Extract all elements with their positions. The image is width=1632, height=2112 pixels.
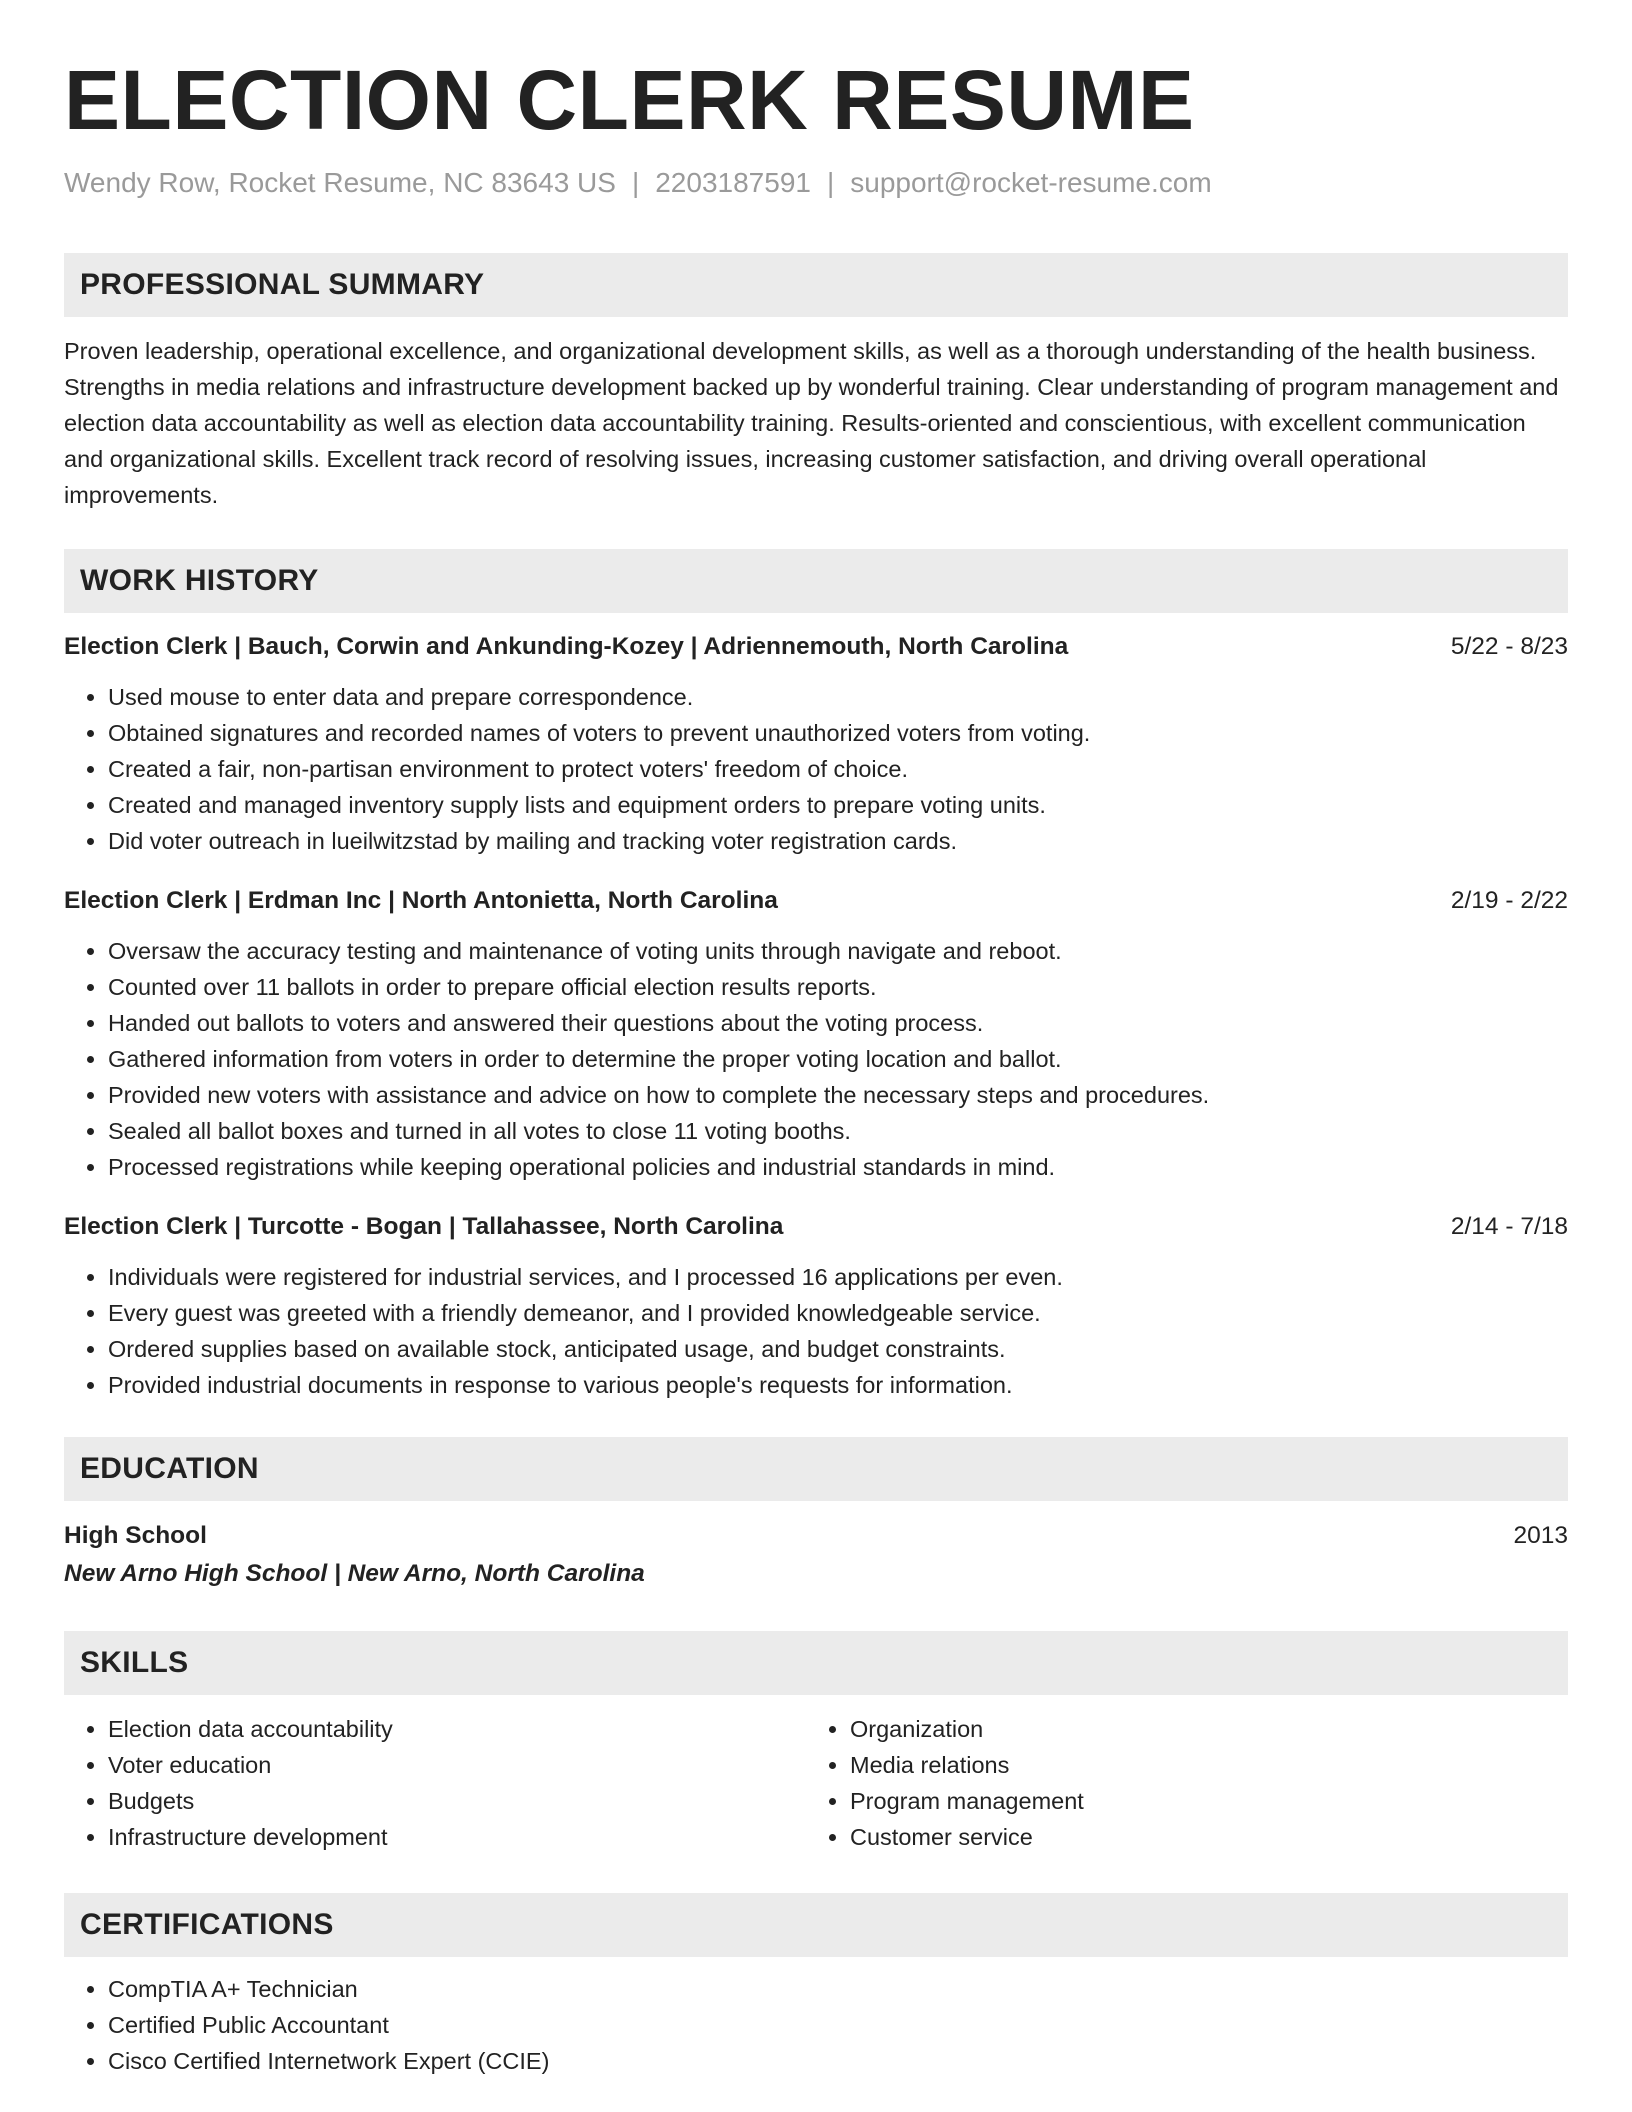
skills-column-left: [64, 1711, 806, 1855]
education-header: [64, 1517, 1568, 1555]
skills-column-right: [806, 1711, 1548, 1855]
skill-item: • Infrastructure development: [108, 1819, 806, 1855]
skill-item: • Election data accountability: [108, 1711, 806, 1747]
job-title: Election Clerk | Bauch, Corwin and Ankunding-Kozey | Adriennemouth, North Carolina: [64, 633, 1069, 661]
skill-item: • Organization: [850, 1711, 1548, 1747]
job-bullet: • Created a fair, non-partisan environment to protect voters' freedom of choice.: [108, 751, 1568, 787]
contact-address: Wendy Row, Rocket Resume, NC 83643 US: [64, 166, 616, 198]
job-bullet: • Processed registrations while keeping operational policies and industrial standards in mind.: [108, 1149, 1568, 1185]
section-header-certifications: CERTIFICATIONS: [64, 1893, 1568, 1957]
skill-item: • Media relations: [850, 1747, 1548, 1783]
resume-page: [64, 50, 1568, 2079]
certification-item: • Certified Public Accountant: [108, 2007, 1568, 2043]
contact-line: [64, 165, 1568, 201]
job-bullets: [64, 679, 1568, 859]
skill-item: • Customer service: [850, 1819, 1548, 1855]
job-header: [64, 1209, 1568, 1245]
job-bullets: [64, 1259, 1568, 1403]
education-degree: High School: [64, 1522, 207, 1550]
job-header: [64, 883, 1568, 919]
job-title: Election Clerk | Turcotte - Bogan | Tallahassee, North Carolina: [64, 1213, 784, 1241]
job-bullets: [64, 933, 1568, 1185]
job-header: [64, 629, 1568, 665]
skill-item: • Program management: [850, 1783, 1548, 1819]
job-bullet: • Obtained signatures and recorded names of voters to prevent unauthorized voters from voting.: [108, 715, 1568, 751]
job-bullet: • Used mouse to enter data and prepare correspondence.: [108, 679, 1568, 715]
contact-separator: |: [826, 166, 835, 198]
job-entry: [64, 629, 1568, 859]
job-bullet: • Sealed all ballot boxes and turned in all votes to close 11 voting booths.: [108, 1113, 1568, 1149]
summary-text: Proven leadership, operational excellence, and organizational development skills, as well as a thorough understanding of the health business. Strengths in media relations and infrastructure development backed up by wonderful training. Clear understanding of program management and election data accountability as well as election data accountability training. Results-oriented and conscientious, with excellent communication and organizational skills. Excellent track record of resolving issues, increasing customer satisfaction, and driving overall operational improvements.: [64, 338, 1559, 509]
job-bullet: • Every guest was greeted with a friendly demeanor, and I provided knowledgeable service.: [108, 1295, 1568, 1331]
skills-grid: [64, 1711, 1568, 1855]
job-entry: [64, 1209, 1568, 1403]
job-bullet: • Did voter outreach in lueilwitzstad by mailing and tracking voter registration cards.: [108, 823, 1568, 859]
resume-title: ELECTION CLERK RESUME: [64, 53, 1195, 147]
job-bullet: • Oversaw the accuracy testing and maintenance of voting units through navigate and reboot.: [108, 933, 1568, 969]
contact-email: support@rocket-resume.com: [850, 166, 1212, 198]
contact-phone: 2203187591: [655, 166, 811, 198]
job-bullet: • Individuals were registered for industrial services, and I processed 16 applications per even.: [108, 1259, 1568, 1295]
job-bullet: • Provided new voters with assistance and advice on how to complete the necessary steps and procedures.: [108, 1077, 1568, 1113]
education-entry: [64, 1517, 1568, 1593]
job-bullet: • Counted over 11 ballots in order to prepare official election results reports.: [108, 969, 1568, 1005]
education-year: 2013: [1513, 1522, 1568, 1550]
job-bullet: • Handed out ballots to voters and answered their questions about the voting process.: [108, 1005, 1568, 1041]
job-entry: [64, 883, 1568, 1185]
section-header-work-history: WORK HISTORY: [64, 549, 1568, 613]
job-bullet: • Provided industrial documents in response to various people's requests for information.: [108, 1367, 1568, 1403]
section-header-education: EDUCATION: [64, 1437, 1568, 1501]
education-school: New Arno High School | New Arno, North Carolina: [64, 1560, 645, 1588]
certification-list: [64, 1971, 1568, 2079]
section-header-skills: SKILLS: [64, 1631, 1568, 1695]
job-title: Election Clerk | Erdman Inc | North Antonietta, North Carolina: [64, 887, 778, 915]
skill-item: • Budgets: [108, 1783, 806, 1819]
job-dates: 2/19 - 2/22: [1450, 887, 1568, 915]
job-dates: 5/22 - 8/23: [1450, 633, 1568, 661]
skill-item: • Voter education: [108, 1747, 806, 1783]
job-bullet: • Ordered supplies based on available stock, anticipated usage, and budget constraints.: [108, 1331, 1568, 1367]
certification-item: • CompTIA A+ Technician: [108, 1971, 1568, 2007]
section-header-summary: PROFESSIONAL SUMMARY: [64, 253, 1568, 317]
job-bullet: • Created and managed inventory supply lists and equipment orders to prepare voting units.: [108, 787, 1568, 823]
contact-separator: |: [631, 166, 640, 198]
job-dates: 2/14 - 7/18: [1450, 1213, 1568, 1241]
certification-item: • Cisco Certified Internetwork Expert (CCIE): [108, 2043, 1568, 2079]
job-bullet: • Gathered information from voters in order to determine the proper voting location and ballot.: [108, 1041, 1568, 1077]
